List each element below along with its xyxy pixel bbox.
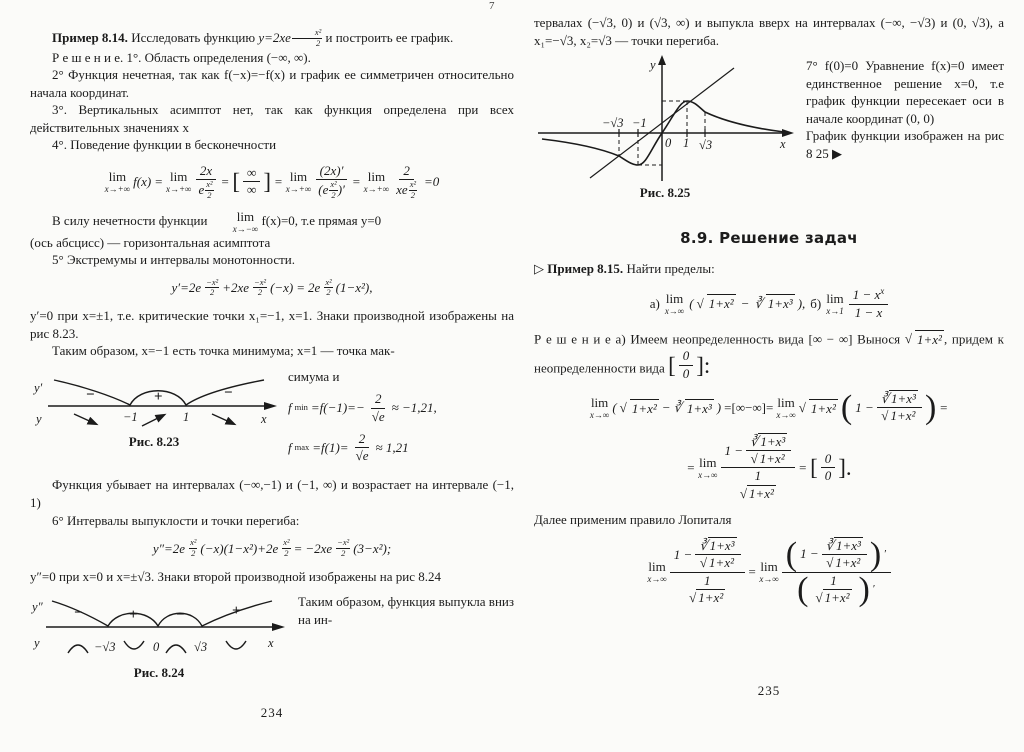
figure-8-23-caption: Рис. 8.23 bbox=[128, 433, 180, 449]
convexity-conclusion-cont: тервалах (−√3, 0) и (√3, ∞) и выпукла вверх на интервалах (−∞, −√3) и (0, √3), а x₁=−√3, x₂=√3 — точки перегиба. bbox=[534, 15, 1004, 48]
convexity-conclusion: Таким образом, функция выпукла вниз на ин- bbox=[298, 594, 514, 627]
figure-8-23 bbox=[30, 366, 278, 451]
x-label: x bbox=[780, 137, 786, 152]
tick-sqrt3: √3 bbox=[699, 138, 713, 153]
left-page bbox=[30, 0, 514, 752]
tick-1: 1 bbox=[683, 136, 690, 151]
page-fold-mark: 7 bbox=[489, 0, 495, 12]
solution-step-4: 4°. Поведение функции в бесконечности bbox=[52, 137, 277, 153]
sign-minus: − bbox=[176, 607, 185, 624]
example-8-14-intro bbox=[30, 28, 514, 49]
concave-up-icon bbox=[226, 641, 246, 649]
concave-down-icon bbox=[68, 645, 88, 653]
example-8-15-intro: ▷ Пример 8.15. Найти пределы: bbox=[534, 260, 715, 276]
graph-reference-note: График функции изображен на рис 8 25 ▶ bbox=[806, 128, 1004, 161]
example-start-icon: ▷ bbox=[534, 260, 544, 276]
tick-minus-sqrt3: −√3 bbox=[602, 116, 624, 131]
sign-plus: + bbox=[154, 388, 163, 405]
extrema-conclusion: Таким образом, x=−1 есть точка минимума; x=1 — точка мак- bbox=[52, 343, 395, 359]
f-max-formula: f max =f(1)= $\frac{2}{√e}$ ≈ 1,21 bbox=[288, 430, 409, 464]
function-formula: y=2xe $\frac{\text{x²}}{2}$ bbox=[258, 27, 322, 48]
section-heading-8-9: 8.9. Решение задач bbox=[680, 228, 858, 247]
figure-8-25 bbox=[534, 55, 796, 202]
solution-step-2: 2° Функция нечетная, так как f(−x)=−f(x) и график ее симметричен относительно начала координат. bbox=[30, 67, 514, 100]
sign-plus: + bbox=[232, 603, 241, 620]
second-derivative-formula: y″=2e x² 2 (−x)(1−x²)+2e $\frac{\text{x²}}{2}$ = −2xe −x² 2 (3−x²); bbox=[152, 537, 392, 558]
figure-8-25-caption: Рис. 8.25 bbox=[639, 185, 691, 201]
limits-to-find-formula: а) lim x→∞ ( √ 1+x² − ∛ 1+x³ ), б) lim x→1 $1 - x^x$ 1 − x bbox=[534, 286, 1004, 321]
sign-minus: − bbox=[224, 384, 233, 401]
tick-minus-1: −1 bbox=[123, 409, 138, 424]
figure-8-25-row bbox=[534, 55, 1004, 202]
tick-0: 0 bbox=[665, 136, 672, 151]
oddness-note: В силу нечетности функции lim x→−∞ f(x)=0, т.е прямая y=0 bbox=[52, 208, 382, 234]
asymptote-note: (ось абсцисс) — горизонтальная асимптота bbox=[30, 234, 271, 250]
increasing-arrow-icon bbox=[142, 415, 164, 426]
y-double-prime-label: y″ bbox=[32, 600, 43, 615]
decreasing-arrow-icon bbox=[212, 414, 234, 424]
critical-points-note: y′=0 при x=±1, т.е. критические точки x₁=−1, x=1. Знаки производной изображены на рис 8.23. bbox=[30, 308, 514, 341]
solution-a-intro: Р е ш е н и е а) Имеем неопределенность вида [∞ − ∞] Вынося √ 1+x² , придем к неопределенности вида [ 0 0 ]: bbox=[534, 331, 1004, 381]
solution-step-5: 5° Экстремумы и интервалы монотонности. bbox=[52, 252, 295, 268]
beside-figure-8-24 bbox=[298, 591, 514, 628]
solution-step-1: Р е ш е н и е. 1°. Область определения (−∞, ∞). bbox=[52, 49, 311, 65]
example-8-14-label: Пример 8.14. bbox=[52, 30, 128, 45]
sign-chart-8-24-svg bbox=[30, 591, 288, 663]
inflection-points-note: y″=0 при x=0 и x=±√3. Знаки второй производной изображены на рис 8.24 bbox=[30, 568, 441, 584]
y-label: y bbox=[650, 58, 656, 73]
concave-up-icon bbox=[124, 641, 144, 649]
inline-limit: lim x→−∞ bbox=[232, 208, 259, 234]
first-derivative-formula: y′=2e −x² 2 +2xe −x² 2 (−x) = 2e x² 2 (1−x²), bbox=[171, 276, 373, 298]
monotonicity-note: Функция убывает на интервалах (−∞,−1) и (−1, ∞) и возрастает на интервале (−1, 1) bbox=[30, 477, 514, 510]
axis-arrow-icon bbox=[272, 623, 285, 631]
zero-over-zero-formula: = lim x→∞ 1 − $\frac{\text{∛ 1+x³}}{\text{√ 1+x²}}$ $\frac{1}{\text{√ 1+x²}}$ = [ 0 0 ]. bbox=[686, 433, 852, 501]
concave-down-icon bbox=[166, 645, 186, 653]
intro-text-a: Исследовать функцию bbox=[131, 30, 256, 45]
figure-8-24 bbox=[30, 591, 288, 682]
figure-8-24-caption: Рис. 8.24 bbox=[133, 665, 185, 681]
lhopital-formula: lim x→∞ 1 − $\frac{\text{∛ 1+x³}}{\text{√ 1+x²}}$ $\frac{1}{\text{√ 1+x²}}$ = lim x→∞ ( 1 − $\frac{\text{∛ 1+x³}}{\text{√ 1+x²}}$ ) ′ ( 1 √ 1+x² ) ′ bbox=[534, 538, 1004, 607]
y-label: y bbox=[36, 411, 42, 426]
tick-minus-sqrt3: −√3 bbox=[94, 640, 116, 655]
figure-8-23-row bbox=[30, 366, 514, 471]
intro-text-b: и построить ее график. bbox=[325, 30, 454, 45]
tick-sqrt3: √3 bbox=[194, 640, 208, 655]
limit-chain-formula: lim x→+∞ f(x) = lim x→+∞ 2x e $\frac{\text{x²}}{2}$ = [ ∞ ∞ ] = lim x→+∞ (2x)′ (e $\frac{\text{x²}}{2}$ )′ = lim x→+∞ 2 xe $\frac{\text{x²}}{2}$ =0 bbox=[104, 162, 440, 200]
tick-0: 0 bbox=[153, 640, 160, 655]
figure-8-24-row bbox=[30, 591, 514, 682]
graph-8-25-svg bbox=[534, 55, 796, 183]
sign-chart-8-23-svg bbox=[30, 366, 278, 432]
x-label: x bbox=[261, 411, 267, 426]
page-number-234: 234 bbox=[260, 705, 284, 721]
example-8-15-label: Пример 8.15. bbox=[547, 260, 624, 276]
x-label: x bbox=[268, 636, 274, 651]
page-number-235: 235 bbox=[757, 683, 781, 699]
lhopital-note: Далее применим правило Лопиталя bbox=[534, 511, 732, 527]
solution-step-3: 3°. Вертикальных асимптот нет, так как функция определена при всех действительных значениях x bbox=[30, 102, 514, 135]
decreasing-arrow-icon bbox=[74, 414, 96, 424]
tick-1: 1 bbox=[183, 409, 190, 424]
f-min-formula: f min =f(−1)=− $\frac{2}{√e}$ ≈ −1,21, bbox=[288, 391, 437, 424]
axis-arrow-icon bbox=[264, 402, 277, 410]
right-page bbox=[534, 0, 1004, 738]
solution-step-6: 6° Интервалы выпуклости и точки перегиба: bbox=[52, 512, 300, 528]
tick-minus-1: −1 bbox=[632, 116, 647, 131]
sign-minus: − bbox=[74, 605, 83, 622]
end-of-example-icon: ▶ bbox=[832, 145, 842, 161]
sign-minus: − bbox=[86, 386, 95, 403]
y-label: y bbox=[34, 636, 40, 651]
limit-transform-formula: lim x→∞ ( √ 1+x² − ∛ 1+x³ ) =[∞−∞]= lim x→∞ √ 1+x² ( 1 − $\frac{\text{∛ 1+x³}}{\text{√ 1+x²}}$ ) = bbox=[589, 388, 949, 426]
x-axis-arrow-icon bbox=[782, 129, 794, 137]
y-axis-arrow-icon bbox=[658, 55, 666, 65]
y-prime-label: y′ bbox=[34, 380, 43, 395]
sign-plus: + bbox=[129, 607, 138, 624]
beside-figure-8-25 bbox=[806, 55, 1004, 162]
extrema-conclusion-cont: симума и bbox=[288, 368, 340, 384]
beside-figure-8-23 bbox=[288, 366, 514, 471]
limit-operator: lim x→+∞ bbox=[104, 168, 131, 194]
solution-step-7: 7° f(0)=0 Уравнение f(x)=0 имеет единственное решение x=0, т.е график функции пересекает оси в начале координат (0, 0) bbox=[806, 58, 1004, 126]
